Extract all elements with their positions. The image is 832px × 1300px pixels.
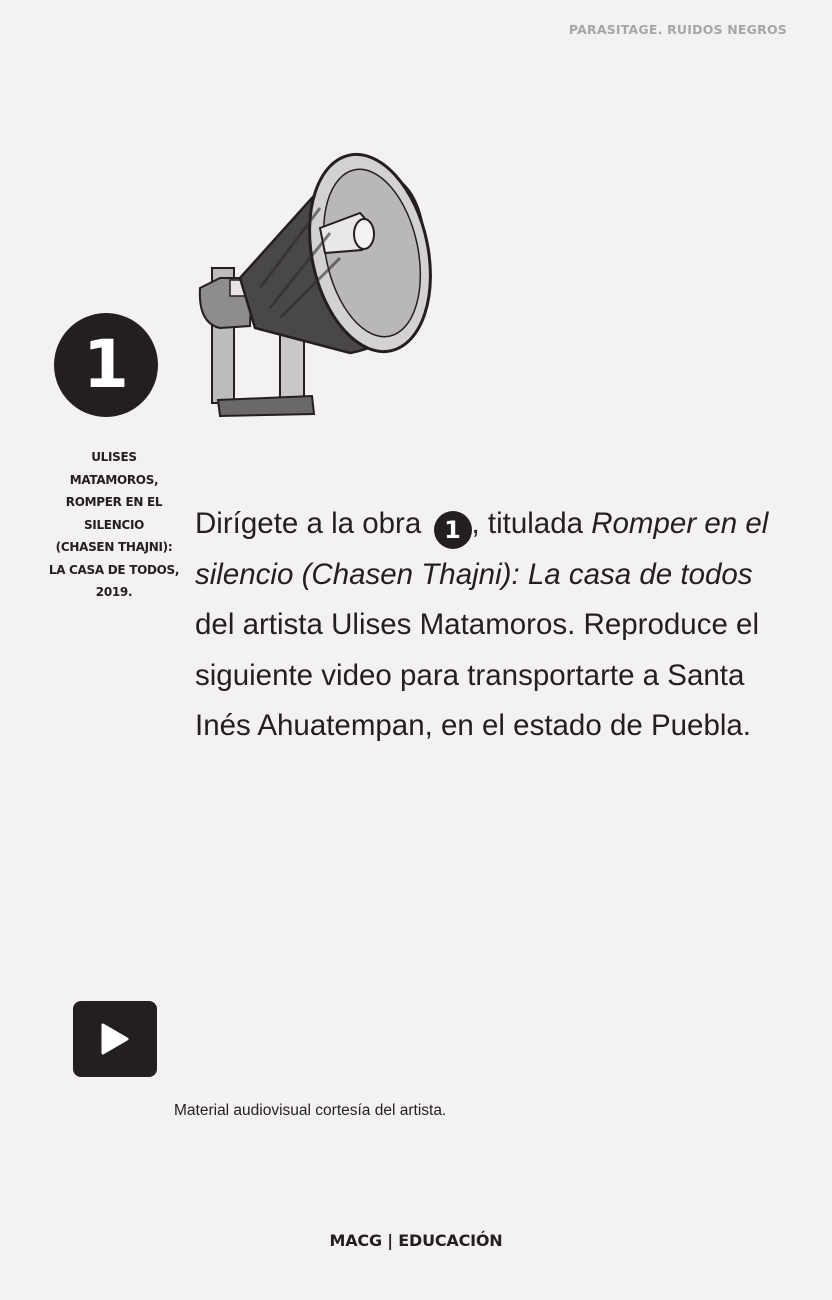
caption-line: (CHASEN THAJNI): <box>55 540 173 554</box>
caption-line: ROMPER EN EL <box>65 495 163 509</box>
caption-line: ULISES <box>91 450 137 464</box>
artwork-number-badge: 1 <box>54 313 158 417</box>
instruction-paragraph <box>195 499 795 752</box>
instruction-text-3: del artista Ulises Matamoros. Reproduce el siguiente video para transportarte a Santa Inés Ahuatempan, en el estado de Puebla. <box>195 608 760 742</box>
artwork-title-italic: Romper en el silencio (Chasen Thajni): La casa de todos <box>195 507 769 591</box>
footer-label: MACG | EDUCACIÓN <box>329 1231 503 1250</box>
artwork-caption <box>40 446 188 604</box>
megaphone-illustration <box>180 138 445 423</box>
play-video-button[interactable] <box>73 1001 157 1077</box>
document-header-title: PARASITAGE. RUIDOS NEGROS <box>568 22 787 37</box>
instruction-text-1: Dirígete a la obra <box>195 507 430 540</box>
play-icon <box>99 1022 131 1056</box>
video-credit: Material audiovisual cortesía del artista. <box>174 1102 447 1119</box>
caption-line: LA CASA DE TODOS, <box>48 562 180 577</box>
caption-line: MATAMOROS, <box>69 472 159 487</box>
inline-number-badge: 1 <box>434 511 472 549</box>
caption-line: SILENCIO <box>83 517 145 532</box>
caption-line: 2019. <box>95 585 133 599</box>
instruction-text-2: , titulada <box>471 507 592 540</box>
